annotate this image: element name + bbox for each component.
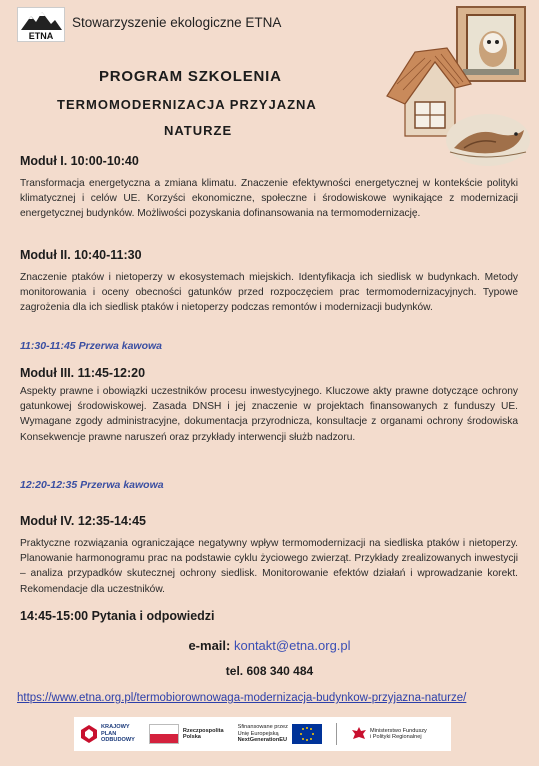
svg-text:ETNA: ETNA bbox=[28, 31, 54, 41]
polish-flag-icon bbox=[149, 724, 179, 744]
module-2-heading: Moduł II. 10:40-11:30 bbox=[20, 248, 142, 262]
kpo-logo bbox=[80, 724, 135, 744]
module-4-text: Praktyczne rozwiązania ograniczające negatywny wpływ termomodernizacji na siedliska ptaków i nietoperzy. Planowanie harmonogramu prac na podstawie cyklu życiowego zwierząt. Przykłady zrealizowanych inwestycji – analiza przypadków skutecznej ochrony siedlisk. Monitorowanie efektów działań i wprowadzanie korekt. Rekomendacje dla uczestników. bbox=[20, 538, 518, 595]
eu-line-1: Sfinansowane przez bbox=[237, 724, 288, 731]
eu-line-3: NextGenerationEU bbox=[237, 737, 288, 744]
kpo-line-1: KRAJOWY bbox=[101, 724, 130, 731]
eu-line-2: Unię Europejską bbox=[237, 730, 279, 737]
module-3-text: Aspekty prawne i obowiązki uczestników procesu inwestycyjnego. Kluczowe akty prawne dotyczące ochrony gatunkowej środowiskowej. Zasada DNSH i jej znaczenie w projektach finansowanych z funduszy UE. Wymagane zgody administracyjne, dokumentacja przyrodnicza, konsultacje z organami ochrony środowiska Konsekwencje prawne naruszeń oraz przykłady interwencji służb nadzoru. bbox=[20, 386, 518, 443]
module-2-text: Znaczenie ptaków i nietoperzy w ekosystemach miejskich. Identyfikacja ich siedlisk w budynkach. Metody monitorowania i oceny obecności gatunków przed rozpoczęciem prac termomodernizacyjnych. Typowe zagrożenia dla ich siedlisk ptaków i nietoperzy podczas remontów i modernizacji budynków. bbox=[20, 272, 518, 314]
eu-logo bbox=[238, 724, 322, 744]
mountain-logo-icon bbox=[18, 8, 64, 41]
kpo-line-2: PLAN bbox=[101, 730, 117, 737]
module-1-heading: Moduł I. 10:00-10:40 bbox=[20, 154, 139, 168]
funding-logos-bar bbox=[74, 717, 451, 751]
title-line-3: NATURZE bbox=[164, 123, 233, 138]
break-1: 11:30-11:45 Przerwa kawowa bbox=[20, 340, 163, 352]
rp-line-1: Rzeczpospolita bbox=[182, 727, 224, 734]
module-1-text: Transformacja energetyczna a zmiana klimatu. Znaczenie efektywności energetycznej w kontekście polityki klimatycznej i celów UE. Korzyści ekonomiczne, społeczne i środowiskowe wynikające z modernizacji energetycznej budynków. Możliwości pozyskania dofinansowania na termomodernizację. bbox=[20, 178, 518, 220]
footer-divider bbox=[336, 723, 337, 745]
phone-number: tel. 608 340 484 bbox=[225, 664, 314, 678]
mf-line-2: i Polityki Regionalnej bbox=[369, 734, 422, 740]
email-label: e-mail: bbox=[188, 638, 231, 653]
eagle-emblem-icon bbox=[351, 725, 367, 743]
org-name: Stowarzyszenie ekologiczne ETNA bbox=[72, 15, 282, 30]
module-3-heading: Moduł III. 11:45-12:20 bbox=[20, 366, 146, 380]
mfipr-logo bbox=[351, 725, 427, 743]
etna-logo bbox=[17, 7, 65, 42]
rp-line-2: Polska bbox=[182, 734, 201, 740]
website-link[interactable]: https://www.etna.org.pl/termobiorownowaga-modernizacja-budynkow-przyjazna-naturze/ bbox=[17, 692, 467, 704]
kpo-line-3: ODBUDOWY bbox=[101, 737, 135, 744]
email-link[interactable]: kontakt@etna.org.pl bbox=[233, 638, 351, 653]
break-2: 12:20-12:35 Przerwa kawowa bbox=[20, 479, 164, 491]
title-line-1: PROGRAM SZKOLENIA bbox=[99, 68, 282, 85]
qa-session: 14:45-15:00 Pytania i odpowiedzi bbox=[20, 609, 215, 623]
rp-logo bbox=[149, 724, 224, 744]
kpo-icon bbox=[80, 724, 98, 744]
mf-line-1: Ministerstwo Funduszy bbox=[369, 727, 427, 734]
title-line-2: TERMOMODERNIZACJA PRZYJAZNA bbox=[57, 97, 317, 112]
eu-flag-icon bbox=[292, 724, 322, 744]
bird-illustration bbox=[444, 104, 532, 168]
module-4-heading: Moduł IV. 12:35-14:45 bbox=[20, 514, 146, 528]
email-row bbox=[0, 638, 539, 653]
